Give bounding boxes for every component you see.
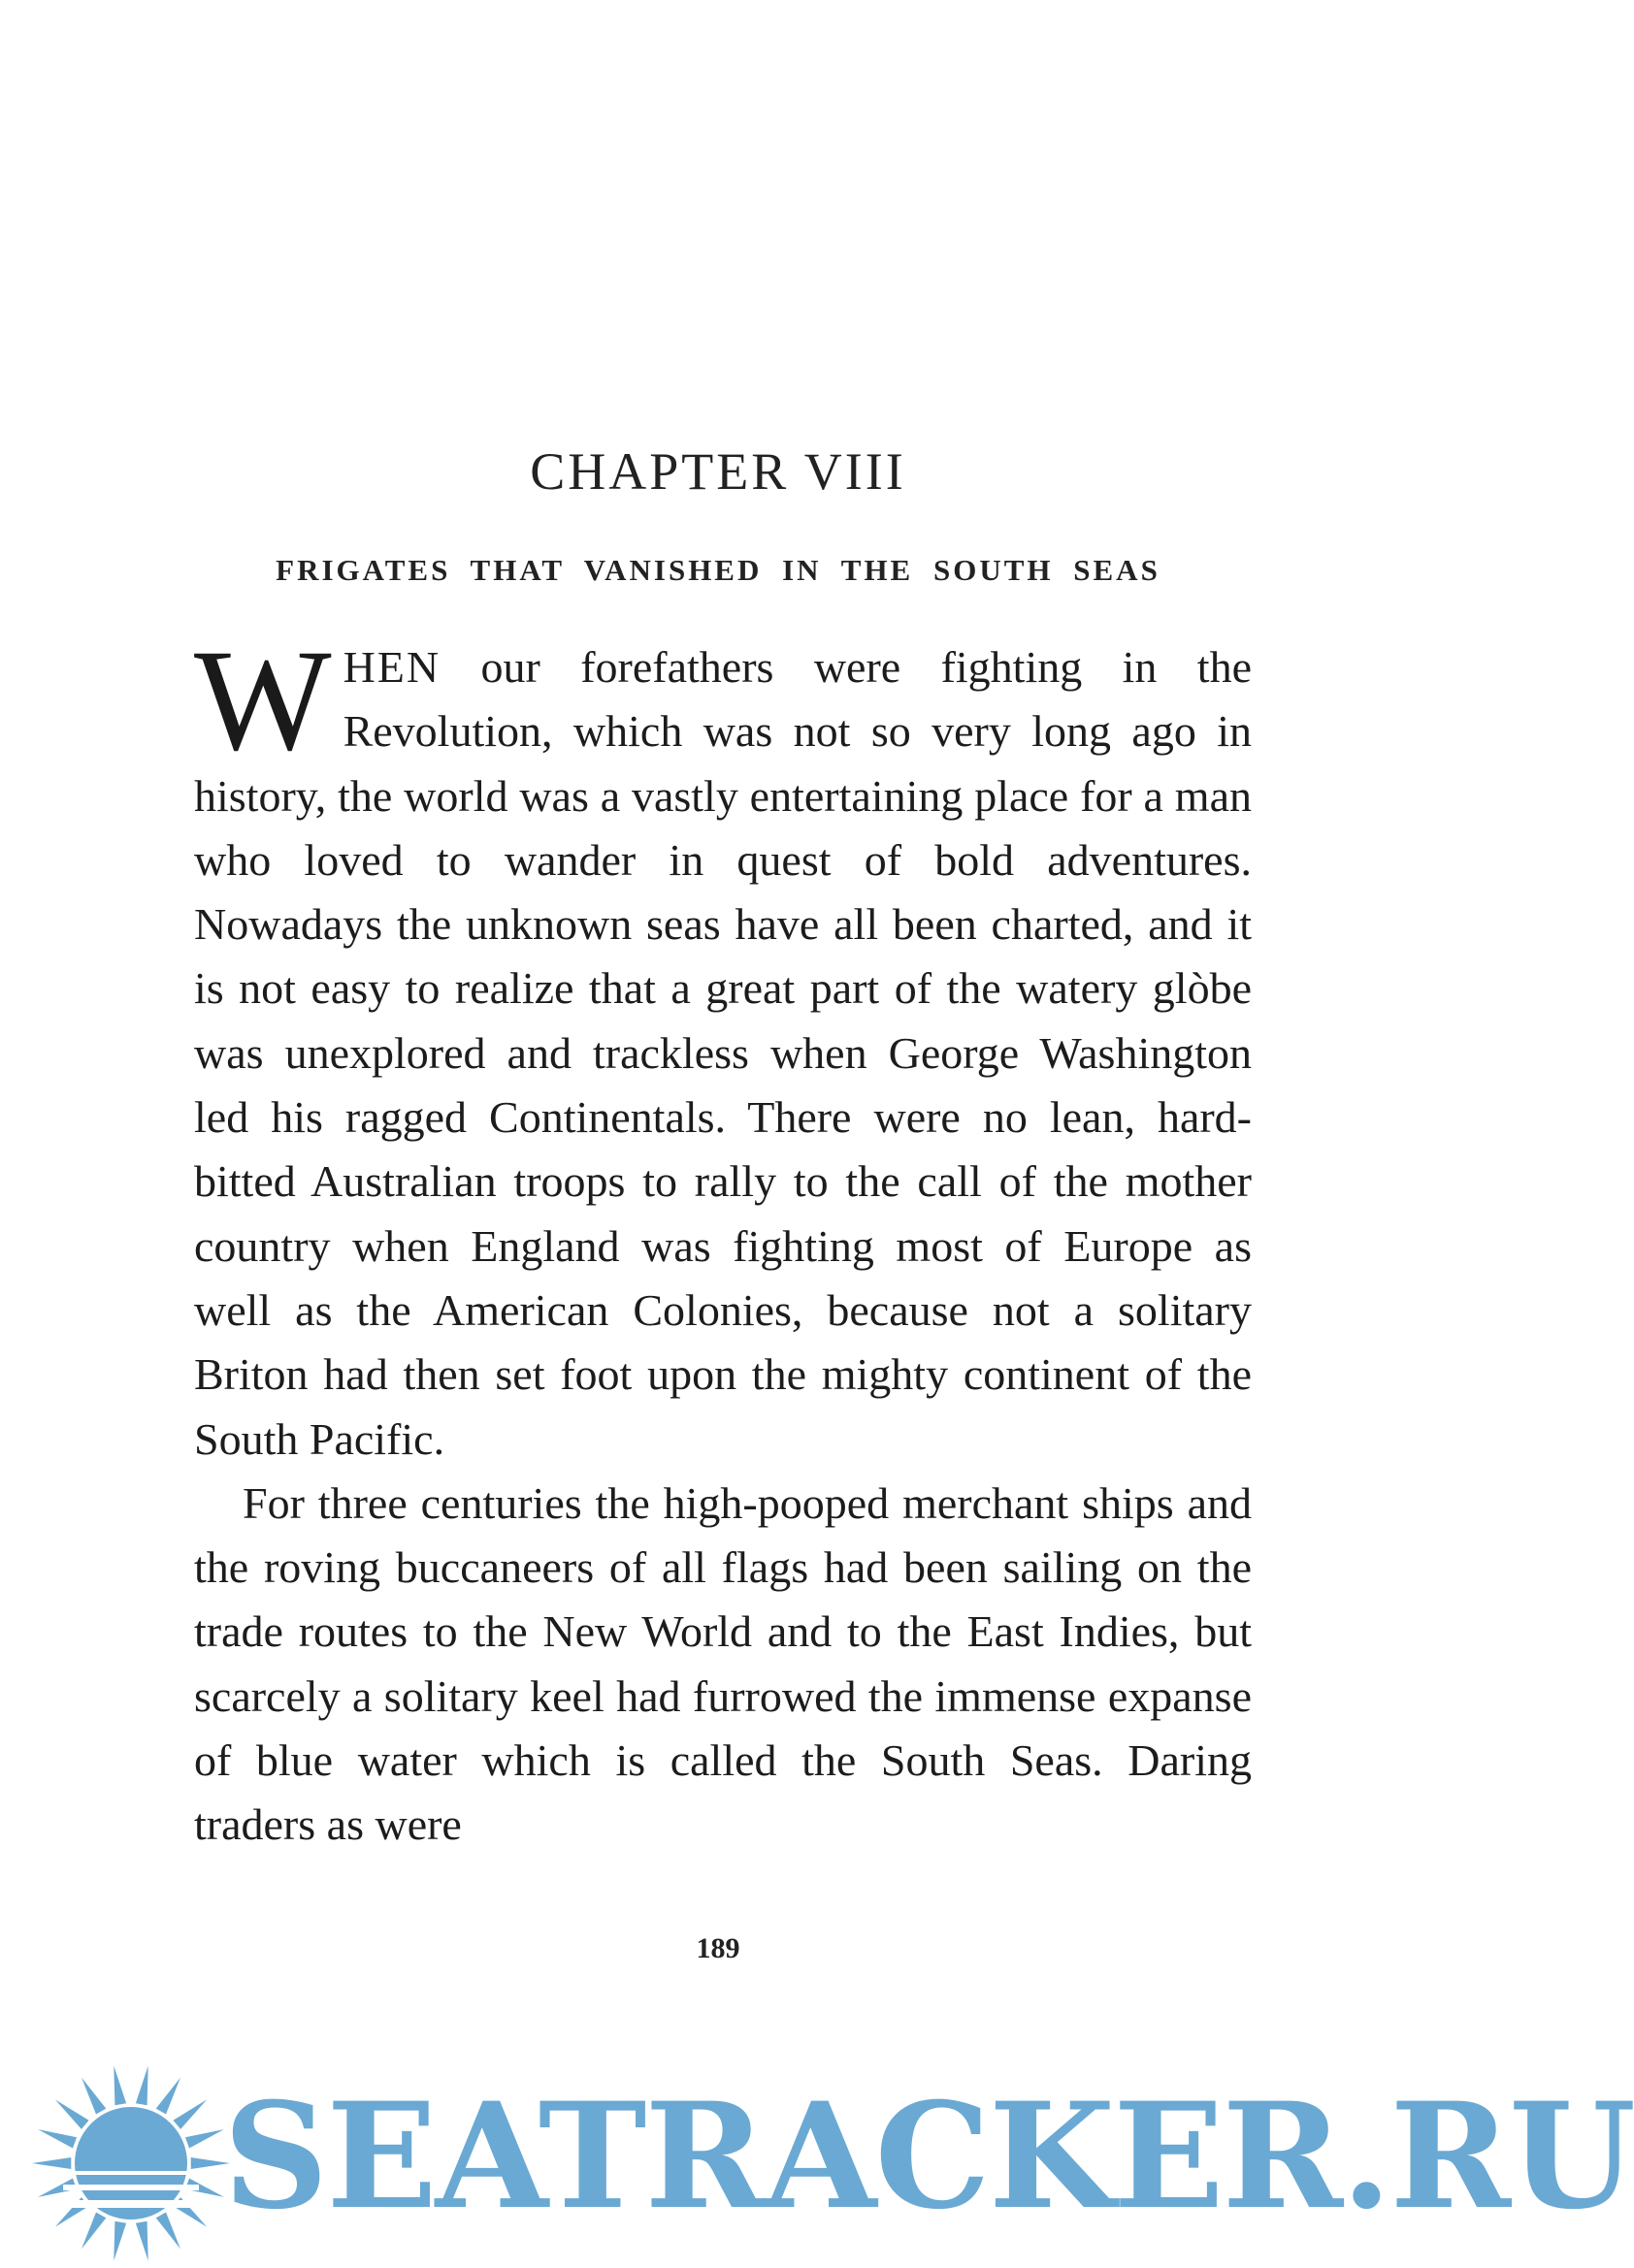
chapter-title: CHAPTER VIII — [530, 442, 906, 501]
drop-cap: W — [194, 620, 332, 781]
watermark — [29, 2057, 1634, 2260]
chapter-body — [194, 620, 1252, 1858]
paragraph-1-text: our forefathers were fighting in the Revolution, which was not so very long ago in history, the world was a vastly entertaining place for a man who loved to wander in quest of bold adventures. Nowadays the unknown seas have all been charted, and it is not easy to realize that a great part of the watery glòbe was unexplored and trackless when George Washington led his ragged Continentals. There were no lean, hard-bitted Australian troops to rally to the call of the mother country when England was fighting most of Europe as well as the American Colonies, because not a solitary Briton had then set foot upon the mighty continent of the South Pacific. — [194, 642, 1252, 1464]
paragraph-1 — [194, 620, 1252, 1472]
watermark-text: SEATRACKER.RU — [223, 2071, 1634, 2242]
paragraph-2: For three centuries the high-pooped merchant ships and the roving buccaneers of all flags had been sailing on the trade routes to the New World and to the East Indies, but scarcely a solitary keel had furrowed the immense expanse of blue water which is called the South Seas. Daring traders as were — [194, 1477, 1252, 1850]
sun-logo-icon — [29, 2057, 233, 2260]
lead-small-caps: HEN — [343, 642, 441, 692]
page-number: 189 — [696, 1932, 740, 1964]
chapter-subtitle: FRIGATES THAT VANISHED IN THE SOUTH SEAS — [276, 553, 1160, 587]
